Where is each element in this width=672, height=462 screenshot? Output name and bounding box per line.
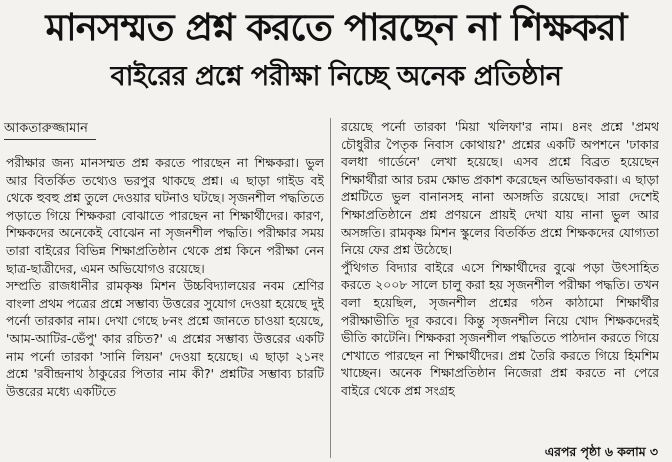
paragraph: রয়েছে পর্নো তারকা 'মিয়া খলিফা'র নাম। ৪নং প্রশ্নে 'প্রমথ চৌধুরীর পৈতৃক নিবাস কোথায়?' প্রশ্নের একটি অপশনে 'ঢাকার বলধা গার্ডেনে' লেখা হয়েছে। এসব প্রশ্নে বিব্রত হয়েছেন শিক্ষার্থীরা আর চরম ক্ষোভ প্রকাশ করেছেন অভিভাবকরা। এ ছাড়া প্রশ্নটিতে ভুল বানানসহ নানা অসঙ্গতি রয়েছে। সারা দেশেই শিক্ষাপ্রতিষ্ঠানে প্রশ্ন প্রণয়নে প্রায়ই দেখা যায় নানা ভুল আর অসঙ্গতি। রামকৃষ্ণ মিশন স্কুলের বিতর্কিত প্রশ্নে শিক্ষকদের যোগ্যতা নিয়ে ফের প্রশ্ন উঠেছে। [341, 119, 659, 258]
article-column-left [6, 154, 324, 460]
paragraph: পুঁথিগত বিদ্যার বাইরে এসে শিক্ষার্থীদের বুঝে পড়া উৎসাহিত করতে ২০০৮ সালে চালু করা হয় সৃজনশীল পরীক্ষা পদ্ধতি। তখন বলা হয়েছিল, সৃজনশীল প্রশ্নের গঠন কাঠামো শিক্ষার্থীর পরীক্ষাভীতি দূর করবে। কিন্তু সৃজনশীল নিয়ে খোদ শিক্ষকদেরই ভীতি কাটেনি। শিক্ষকরা সৃজনশীল পদ্ধতিতে পাঠদান করতে গিয়ে শেখাতে পারছেন না শিক্ষার্থীদের। প্রশ্ন তৈরি করতে গিয়ে হিমশিম খাচ্ছেন। অনেক শিক্ষাপ্রতিষ্ঠান নিজেরা প্রশ্ন করতে না পেরে বাইরে থেকে প্রশ্ন সংগ্রহ [341, 259, 659, 398]
paragraph: সম্প্রতি রাজধানীর রামকৃষ্ণ মিশন উচ্চবিদ্যালয়ের নবম শ্রেণির বাংলা প্রথম পত্রের প্রশ্নে সম্ভাব্য উত্তরের সুযোগ দেওয়া হয়েছে দুই পর্নো তারকার নাম। দেখা গেছে ৮নং প্রশ্নে জানতে চাওয়া হয়েছে, 'আম-আটির-ভেঁপু' কার রচিত?' এ প্রশ্নের সম্ভাব্য উত্তরের একটি নাম পর্নো তারকা 'সানি লিয়ন' দেওয়া হয়েছে। এ ছাড়া ২১নং প্রশ্নে 'রবীন্দ্রনাথ ঠাকুরের পিতার নাম কী?' প্রশ্নটির সম্ভাব্য চারটি উত্তরের মধ্যে একটিতে [6, 278, 324, 399]
article-column-right [341, 118, 659, 444]
continuation-note: এরপর পৃষ্ঠা ৬ কলাম ৩ [544, 444, 658, 459]
headline: মানসম্মত প্রশ্ন করতে পারছেন না শিক্ষকরা [45, 6, 627, 49]
byline: আকতারুজ্জামান [4, 121, 96, 140]
column-divider [330, 118, 331, 458]
subheadline: বাইরের প্রশ্নে পরীক্ষা নিচ্ছে অনেক প্রতিষ্ঠান [110, 61, 562, 92]
paragraph: পরীক্ষার জন্য মানসম্মত প্রশ্ন করতে পারছেন না শিক্ষকরা। ভুল আর বিতর্কিত তথ্যেও ভরপুর থাকছে প্রশ্ন। এ ছাড়া গাইড বই থেকে হুবহু প্রশ্ন তুলে দেওয়ার ঘটনাও ঘটছে। সৃজনশীল পদ্ধতিতে পড়াতে গিয়ে শিক্ষকরা বোঝাতে পারছেন না শিক্ষার্থীদের। কারণ, শিক্ষকদের অনেকেই বোঝেন না সৃজনশীল পদ্ধতি। পরীক্ষার সময় তারা বাইরের বিভিন্ন শিক্ষাপ্রতিষ্ঠান থেকে প্রশ্ন কিনে পরীক্ষা নেন ছাত্র-ছাত্রীদের, এমন অভিযোগও রয়েছে। [6, 155, 324, 276]
